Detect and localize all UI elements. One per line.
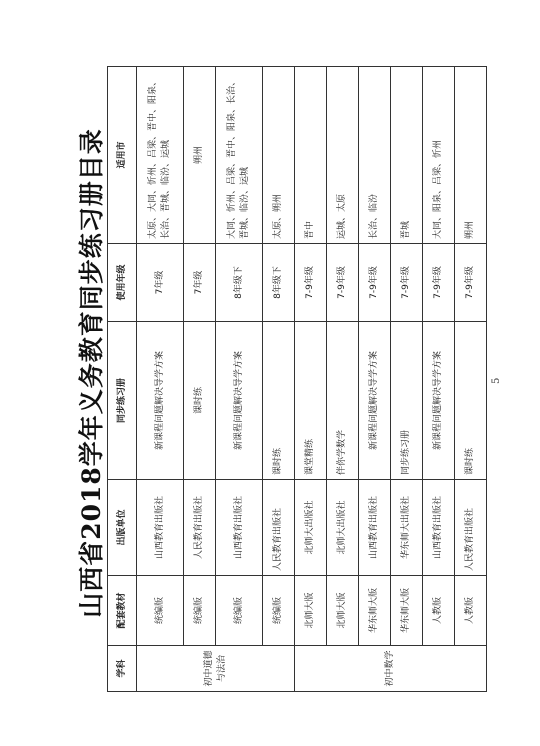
table-row — [295, 67, 327, 692]
workbook-cell: 伴你学数学 — [327, 322, 359, 480]
publisher-cell: 山西教育出版社 — [359, 480, 391, 576]
grade-cell: 7年级 — [184, 244, 216, 322]
cities-cell: 大同、阳泉、吕梁、忻州 — [423, 67, 455, 244]
textbook-cell: 统编版 — [263, 576, 295, 646]
cities-cell: 大同、忻州、吕梁、晋中、阳泉、长治、晋城、临汾、运城 — [216, 67, 263, 244]
header-publisher: 出版单位 — [108, 480, 137, 576]
table-row — [216, 67, 263, 692]
workbook-cell: 课时练 — [263, 322, 295, 480]
table-header-row — [108, 67, 137, 692]
textbook-cell: 北师大版 — [327, 576, 359, 646]
table-row — [327, 67, 359, 692]
grade-cell: 7年级 — [137, 244, 184, 322]
workbook-cell: 课时练 — [455, 322, 487, 480]
header-subject: 学科 — [108, 646, 137, 692]
textbook-cell: 华东师大版 — [359, 576, 391, 646]
grade-cell: 7-9年级 — [423, 244, 455, 322]
textbook-cell: 人教版 — [423, 576, 455, 646]
grade-cell: 7-9年级 — [327, 244, 359, 322]
textbook-cell: 统编版 — [137, 576, 184, 646]
publisher-cell: 人民教育出版社 — [455, 480, 487, 576]
page-number: 5 — [491, 377, 502, 384]
table-row — [455, 67, 487, 692]
cities-cell: 朔州 — [455, 67, 487, 244]
publisher-cell: 北师大出版社 — [295, 480, 327, 576]
table-row — [184, 67, 216, 692]
table-row — [423, 67, 455, 692]
table-row — [137, 67, 184, 692]
workbook-cell: 同步练习册 — [391, 322, 423, 480]
workbook-cell: 新课程问题解决导学方案 — [423, 322, 455, 480]
workbook-cell: 新课程问题解决导学方案 — [216, 322, 263, 480]
grade-cell: 7-9年级 — [295, 244, 327, 322]
cities-cell: 晋城 — [391, 67, 423, 244]
header-grade: 使用年级 — [108, 244, 137, 322]
cities-cell: 朔州 — [184, 67, 216, 244]
textbook-cell: 人教版 — [455, 576, 487, 646]
grade-cell: 8年级下 — [263, 244, 295, 322]
workbook-cell: 课时练 — [184, 322, 216, 480]
cities-cell: 太原、大同、忻州、吕梁、晋中、阳泉、长治、晋城、临汾、运城 — [137, 67, 184, 244]
workbook-cell: 新课程问题解决导学方案 — [359, 322, 391, 480]
publisher-cell: 华东师大出版社 — [391, 480, 423, 576]
table-row — [359, 67, 391, 692]
subject-cell: 初中数学 — [295, 646, 487, 692]
textbook-cell: 北师大版 — [295, 576, 327, 646]
header-textbook: 配套教材 — [108, 576, 137, 646]
subject-cell: 初中道德与法治 — [137, 646, 295, 692]
workbook-cell: 课堂精练 — [295, 322, 327, 480]
publisher-cell: 北师大出版社 — [327, 480, 359, 576]
table-row — [263, 67, 295, 692]
publisher-cell: 山西教育出版社 — [137, 480, 184, 576]
publisher-cell: 山西教育出版社 — [216, 480, 263, 576]
publisher-cell: 人民教育出版社 — [263, 480, 295, 576]
grade-cell: 8年级下 — [216, 244, 263, 322]
cities-cell: 太原、朔州 — [263, 67, 295, 244]
publisher-cell: 山西教育出版社 — [423, 480, 455, 576]
publisher-cell: 人民教育出版社 — [184, 480, 216, 576]
cities-cell: 运城、太原 — [327, 67, 359, 244]
header-cities: 适用市 — [108, 67, 137, 244]
workbook-cell: 新课程问题解决导学方案 — [137, 322, 184, 480]
grade-cell: 7-9年级 — [391, 244, 423, 322]
textbook-cell: 统编版 — [184, 576, 216, 646]
textbook-cell: 华东师大版 — [391, 576, 423, 646]
textbook-cell: 统编版 — [216, 576, 263, 646]
workbook-table — [107, 66, 487, 692]
grade-cell: 7-9年级 — [455, 244, 487, 322]
header-workbook: 同步练习册 — [108, 322, 137, 480]
grade-cell: 7-9年级 — [359, 244, 391, 322]
cities-cell: 晋中 — [295, 67, 327, 244]
page-title: 山西省2018学年义务教育同步练习册目录 — [77, 128, 106, 618]
cities-cell: 长治、临汾 — [359, 67, 391, 244]
table-row — [391, 67, 423, 692]
